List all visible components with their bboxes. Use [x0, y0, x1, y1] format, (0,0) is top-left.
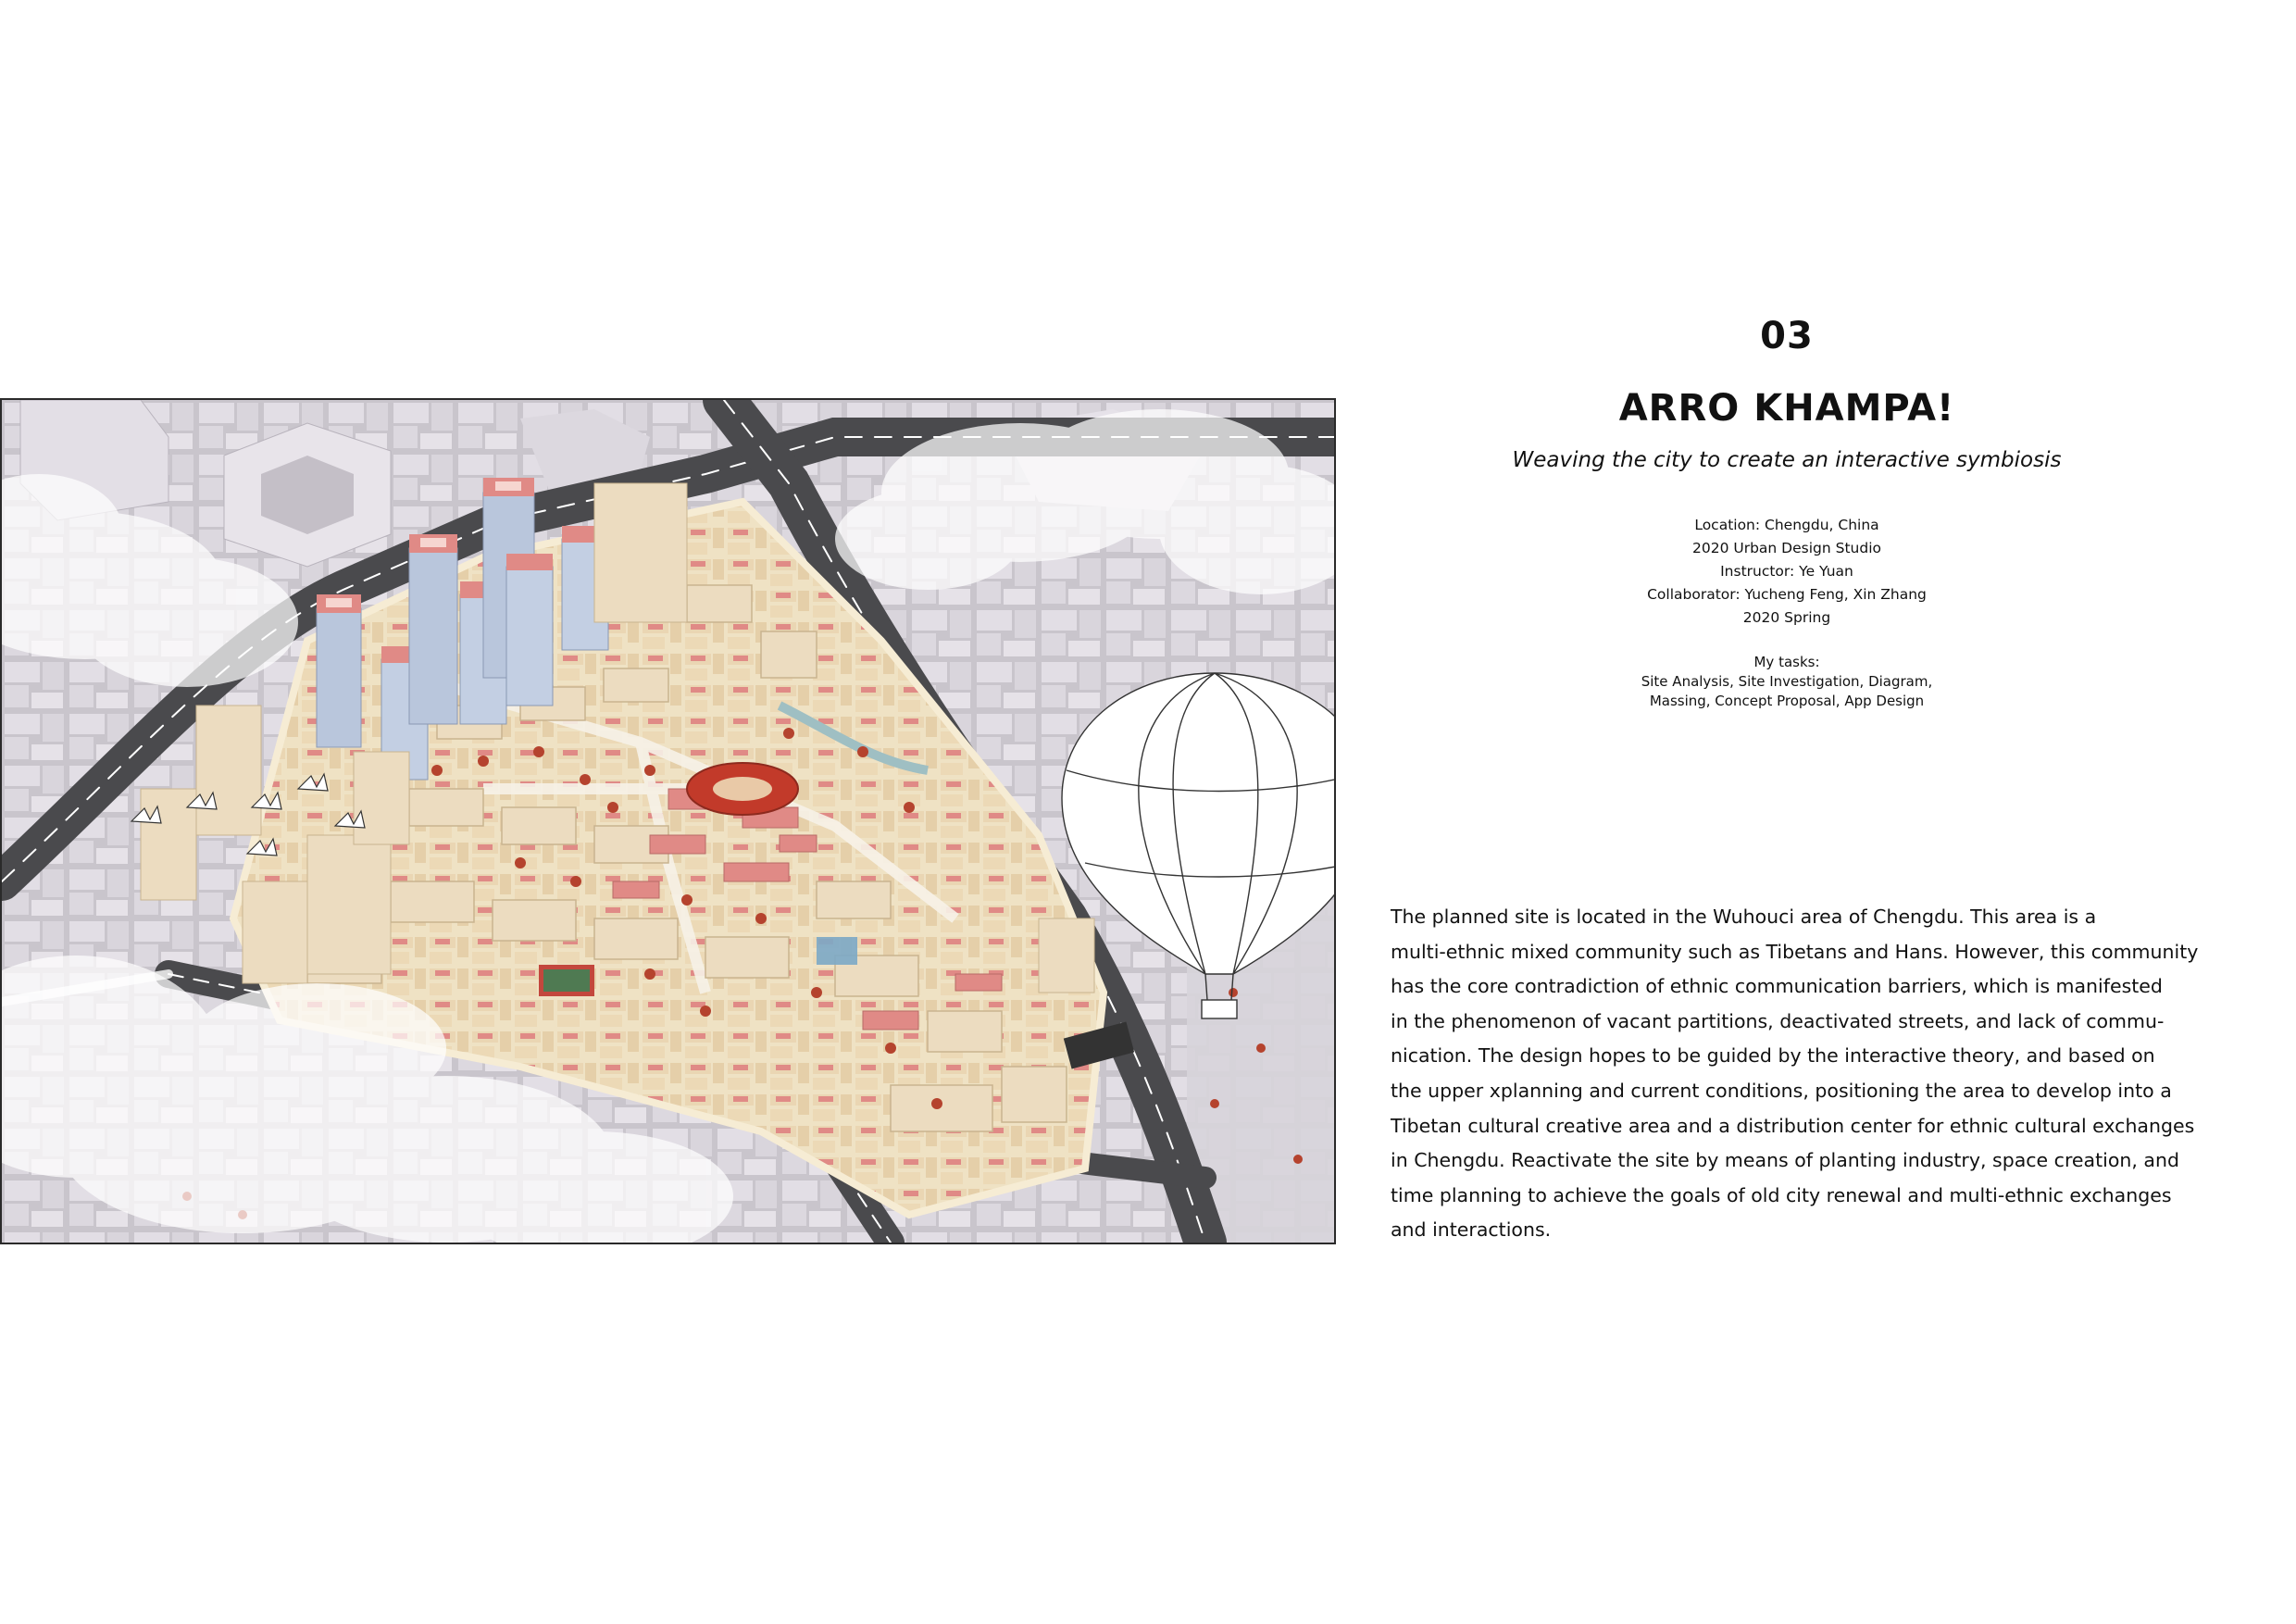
- meta-collaborator: Collaborator: Yucheng Feng, Xin Zhang: [1647, 586, 1927, 603]
- tasks-line: Site Analysis, Site Investigation, Diagram,: [1641, 673, 1933, 690]
- office-block: [594, 483, 687, 622]
- project-meta: [1555, 514, 2018, 630]
- description-line: and interactions.: [1391, 1218, 1552, 1242]
- description-line: in Chengdu. Reactivate the site by means of planting industry, space creation, and: [1391, 1149, 2179, 1172]
- description-line: in the phenomenon of vacant partitions, deactivated streets, and lack of commu-: [1391, 1009, 2165, 1032]
- project-subtitle: Weaving the city to create an interactive symbiosis: [1512, 448, 2062, 472]
- meta-location: Location: Chengdu, China: [1694, 517, 1879, 533]
- project-description: [1391, 900, 2205, 1248]
- meta-studio: 2020 Urban Design Studio: [1692, 540, 1881, 556]
- project-tasks: [1555, 653, 2018, 711]
- aerial-masterplan-illustration: [0, 398, 1336, 1244]
- description-line: multi-ethnic mixed community such as Tibetans and Hans. However, this community: [1391, 940, 2199, 963]
- project-title: ARRO KHAMPA!: [1618, 387, 1955, 430]
- description-line: nication. The design hopes to be guided by the interactive theory, and based on: [1391, 1044, 2155, 1068]
- description-line: has the core contradiction of ethnic communication barriers, which is manifested: [1391, 975, 2163, 998]
- description-line: Tibetan cultural creative area and a distribution center for ethnic cultural exchanges: [1391, 1114, 2195, 1137]
- description-line: time planning to achieve the goals of old city renewal and multi-ethnic exchanges: [1391, 1183, 2172, 1206]
- description-line: The planned site is located in the Wuhouci area of Chengdu. This area is a: [1391, 906, 2097, 928]
- meta-term: 2020 Spring: [1742, 609, 1831, 626]
- project-number: 03: [1760, 315, 1814, 357]
- tasks-label: My tasks:: [1753, 654, 1820, 670]
- tasks-line: Massing, Concept Proposal, App Design: [1649, 693, 1925, 709]
- description-line: the upper xplanning and current conditions, positioning the area to develop into a: [1391, 1079, 2172, 1102]
- meta-instructor: Instructor: Ye Yuan: [1720, 563, 1853, 580]
